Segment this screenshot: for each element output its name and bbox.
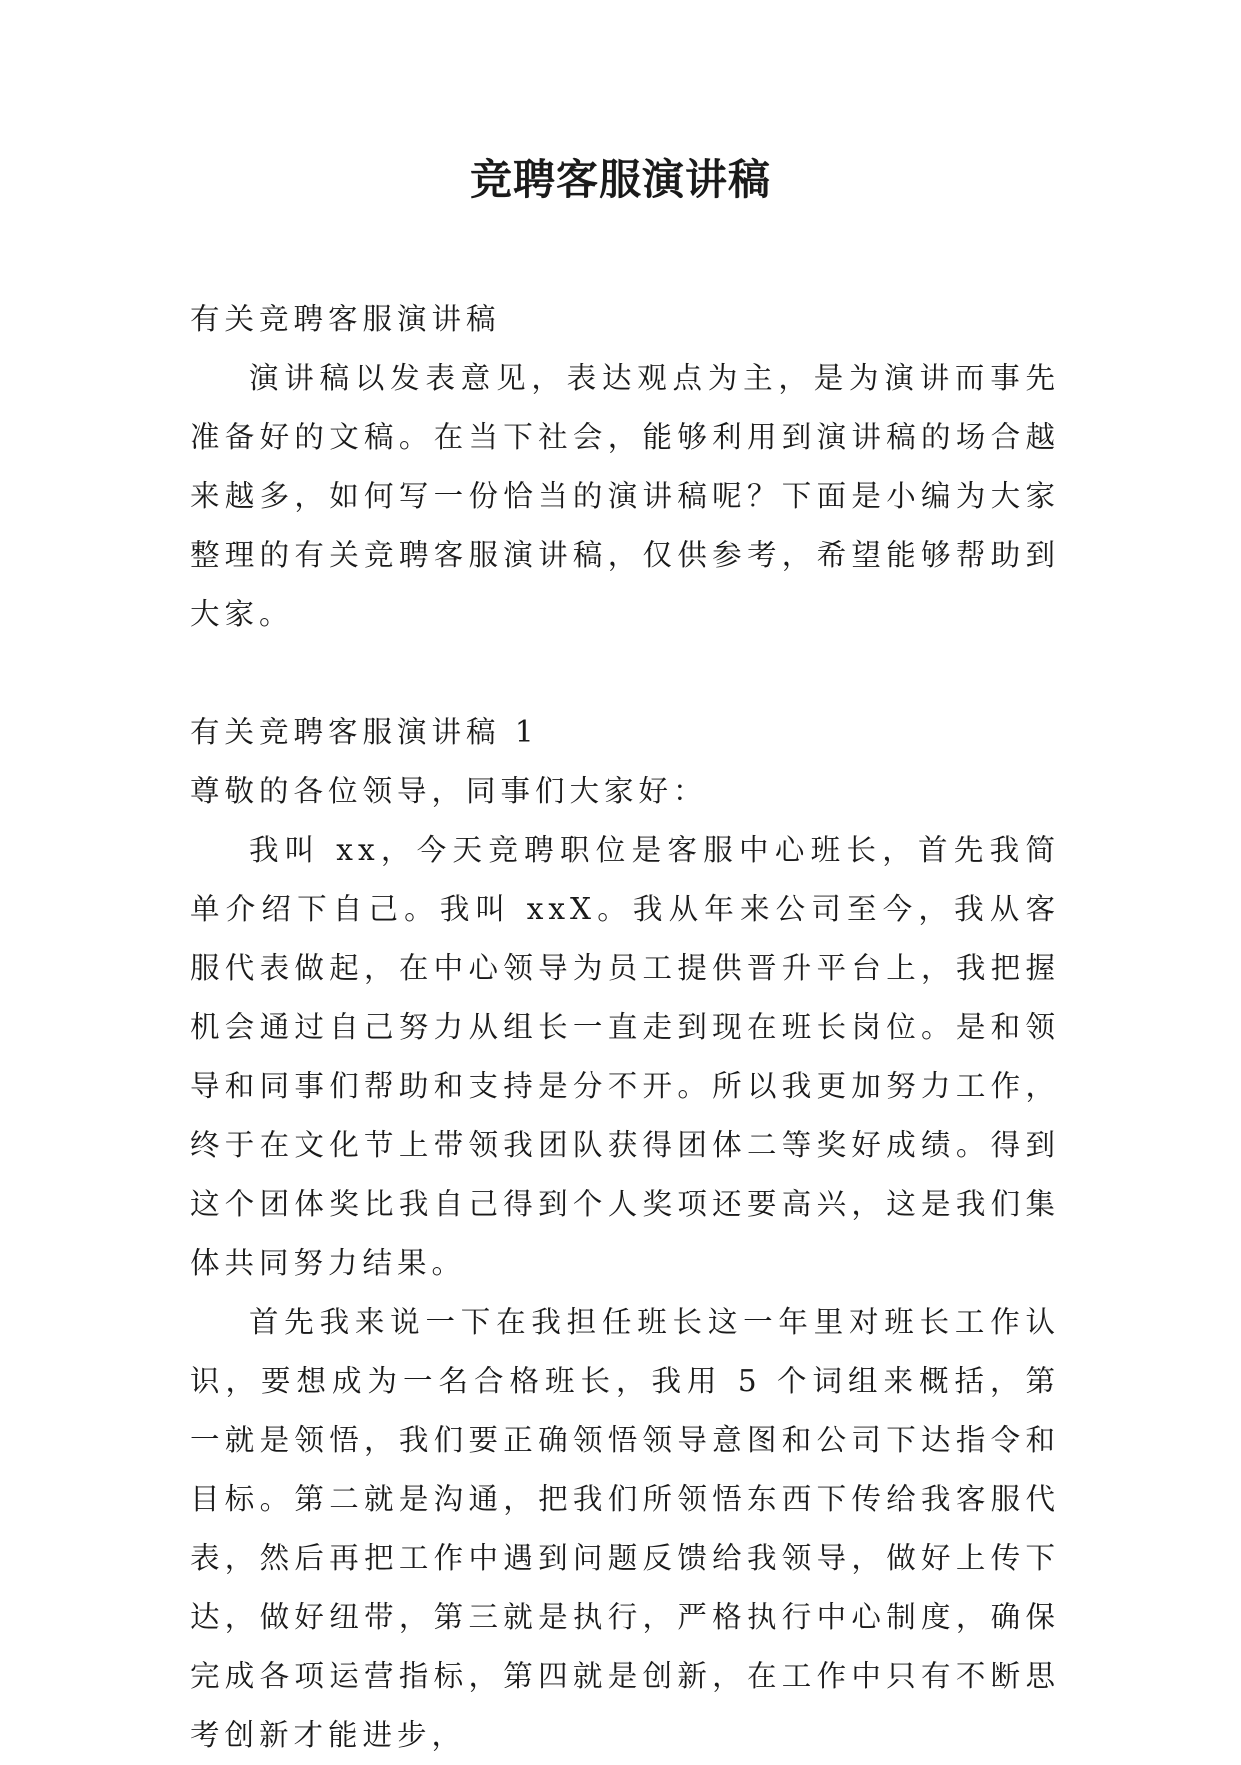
document-title: 竞聘客服演讲稿 [469,155,771,204]
paragraph-spacer [190,644,1060,703]
body-paragraph-1: 我叫 xx，今天竞聘职位是客服中心班长，首先我简单介绍下自己。我叫 xxX。我从年来公司至今，我从客服代表做起，在中心领导为员工提供晋升平台上，我把握机会通过自己努力从组长一直走到现在班长岗位。是和领导和同事们帮助和支持是分不开。所以我更加努力工作，终于在文化节上带领我团队获得团体二等奖好成绩。得到这个团体奖比我自己得到个人奖项还要高兴，这是我们集体共同努力结果。 [190,833,1060,1280]
intro-paragraph: 演讲稿以发表意见，表达观点为主，是为演讲而事先准备好的文稿。在当下社会，能够利用到演讲稿的场合越来越多，如何写一份恰当的演讲稿呢？下面是小编为大家整理的有关竞聘客服演讲稿，仅供参考，希望能够帮助到大家。 [190,361,1060,631]
greeting-line: 尊敬的各位领导，同事们大家好： [190,774,708,808]
section-heading: 有关竞聘客服演讲稿 1 [190,715,539,749]
body-paragraph-2: 首先我来说一下在我担任班长这一年里对班长工作认识，要想成为一名合格班长，我用 5 个词组来概括，第一就是领悟，我们要正确领悟领导意图和公司下达指令和目标。第二就是沟通，把我们所领悟东西下传给我客服代表，然后再把工作中遇到问题反馈给我领导，做好上传下达，做好纽带，第三就是执行，严格执行中心制度，确保完成各项运营指标，第四就是创新，在工作中只有不断思考创新才能进步， [190,1305,1060,1752]
document-body [190,290,1060,1765]
document-subtitle: 有关竞聘客服演讲稿 [190,302,501,336]
